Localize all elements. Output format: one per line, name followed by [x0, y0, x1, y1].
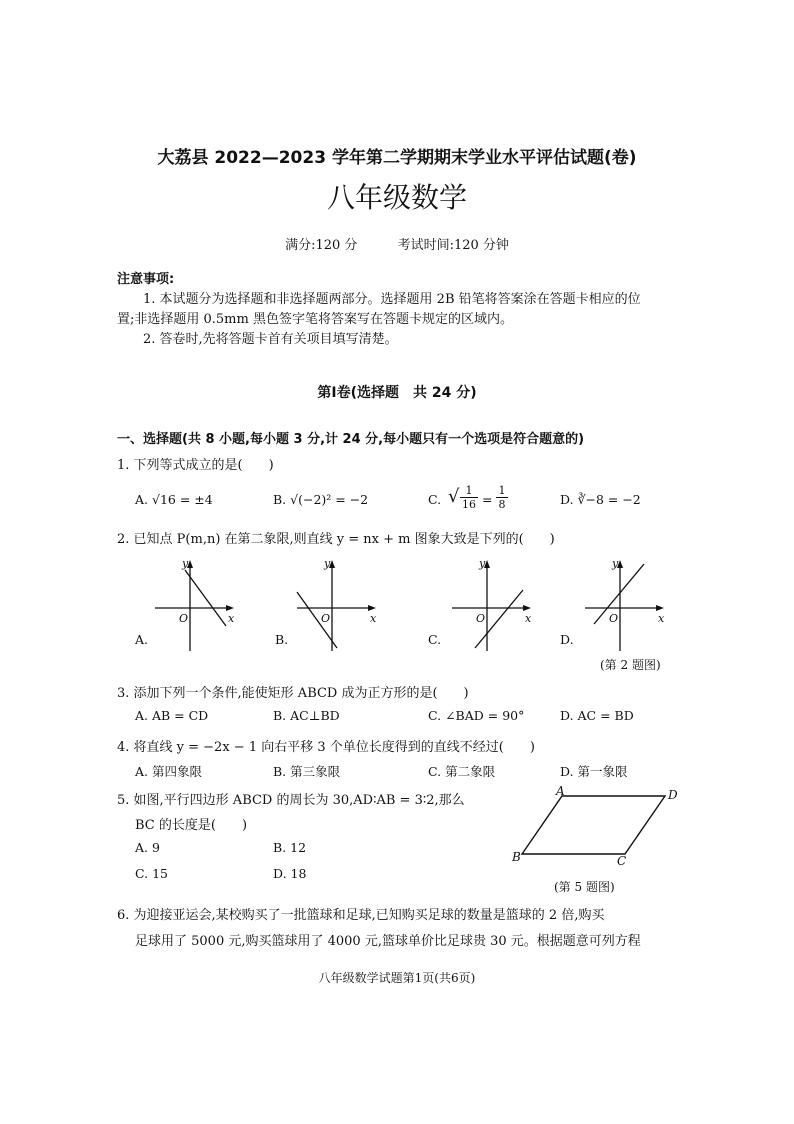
q2-graph-c	[447, 556, 537, 656]
q5-caption: (第 5 题图)	[554, 880, 615, 894]
q2-b-origin: O	[321, 612, 331, 625]
q4-option-a: A. 第四象限	[135, 764, 202, 779]
exam-time: 考试时间:120 分钟	[397, 238, 509, 253]
q4-option-d: D. 第一象限	[560, 764, 628, 779]
q5-option-c: C. 15	[135, 866, 168, 881]
q2-c-x-label: x	[525, 612, 532, 625]
q5-vertex-b: B	[512, 850, 521, 864]
q2-label-a: A.	[135, 632, 149, 647]
q3-option-b: B. AC⊥BD	[273, 708, 340, 723]
q1-c-rhs-numerator: 1	[496, 484, 508, 498]
q1-option-d: D. ∛−8 = −2	[560, 492, 641, 507]
q2-graph-b	[292, 556, 382, 656]
q2-label-c: C.	[428, 632, 442, 647]
q1-c-denominator: 16	[462, 498, 476, 511]
q2-d-x-label: x	[658, 612, 665, 625]
subject-title: 八年级数学	[326, 181, 467, 214]
q6-line-2: 足球用了 5000 元,购买篮球用了 4000 元,篮球单价比足球贵 30 元。根据题意可列方程	[135, 934, 641, 949]
q1-option-b: B. √(−2)² = −2	[273, 492, 369, 507]
q5-option-b: B. 12	[273, 840, 307, 855]
page-footer: 八年级数学试题第1页(共6页)	[318, 971, 476, 985]
q2-graph-a	[150, 556, 240, 656]
q2-c-origin: O	[476, 612, 486, 625]
q2-a-x-label: x	[228, 612, 235, 625]
q5-stem-line-1: 5. 如图,平行四边形 ABCD 的周长为 30,AD∶AB = 3∶2,那么	[117, 793, 465, 808]
q1-c-prefix: C.	[428, 492, 442, 507]
q3-option-c: C. ∠BAD = 90°	[428, 708, 525, 723]
q2-a-origin: O	[179, 612, 189, 625]
q1-c-numerator: 1	[460, 484, 478, 498]
q2-graph-d	[580, 556, 670, 656]
sqrt-icon: √	[448, 486, 460, 507]
part-heading: 一、选择题(共 8 小题,每小题 3 分,计 24 分,每小题只有一个选项是符合题意的)	[117, 432, 585, 447]
q1-stem: 1. 下列等式成立的是( )	[117, 458, 274, 473]
exam-meta	[0, 234, 794, 253]
q2-stem: 2. 已知点 P(m,n) 在第二象限,则直线 y = nx + m 图象大致是下列的( )	[117, 532, 555, 547]
notice-heading: 注意事项:	[117, 272, 175, 287]
q2-b-y-label: y	[324, 557, 331, 570]
q3-option-a: A. AB = CD	[135, 708, 209, 723]
q5-vertex-a: A	[556, 784, 565, 798]
q1-c-rhs-denominator: 8	[498, 498, 506, 511]
q4-stem: 4. 将直线 y = −2x − 1 向右平移 3 个单位长度得到的直线不经过( )	[117, 740, 535, 755]
q3-stem: 3. 添加下列一个条件,能使矩形 ABCD 成为正方形的是( )	[117, 686, 469, 701]
q5-vertex-d: D	[668, 788, 678, 802]
q2-a-y-label: y	[182, 557, 189, 570]
q4-option-c: C. 第二象限	[428, 764, 496, 779]
q5-stem-line-2: BC 的长度是( )	[135, 818, 248, 833]
q5-parallelogram	[510, 786, 680, 866]
q5-option-d: D. 18	[273, 866, 307, 881]
q2-b-x-label: x	[370, 612, 377, 625]
full-score: 满分:120 分	[285, 238, 358, 253]
q5-vertex-c: C	[617, 854, 627, 868]
q2-label-d: D.	[560, 632, 574, 647]
q2-label-b: B.	[275, 632, 289, 647]
q2-b-line	[297, 592, 337, 648]
q2-d-line	[594, 564, 644, 624]
q2-caption: (第 2 题图)	[600, 658, 661, 672]
exam-title: 大荔县 2022—2023 学年第二学期期末学业水平评估试题(卷)	[157, 148, 637, 168]
q2-d-origin: O	[609, 612, 619, 625]
notice-line-3: 2. 答卷时,先将答题卡首有关项目填写清楚。	[143, 332, 398, 347]
q2-a-line	[185, 570, 226, 626]
q1-option-a: A. √16 = ±4	[135, 492, 213, 507]
q4-option-b: B. 第三象限	[273, 764, 341, 779]
q3-option-d: D. AC = BD	[560, 708, 634, 723]
notice-line-1: 1. 本试题分为选择题和非选择题两部分。选择题用 2B 铅笔将答案涂在答题卡相应的位	[143, 292, 641, 307]
q2-d-y-label: y	[612, 557, 619, 570]
q5-option-a: A. 9	[135, 840, 160, 855]
notice-line-2: 置;非选择题用 0.5mm 黑色签字笔将答案写在答题卡规定的区域内。	[117, 312, 513, 327]
section-title: 第Ⅰ卷(选择题 共 24 分)	[317, 385, 477, 401]
q2-c-y-label: y	[479, 557, 486, 570]
q6-line-1: 6. 为迎接亚运会,某校购买了一批篮球和足球,已知购买足球的数量是篮球的 2 倍,购买	[117, 908, 605, 923]
